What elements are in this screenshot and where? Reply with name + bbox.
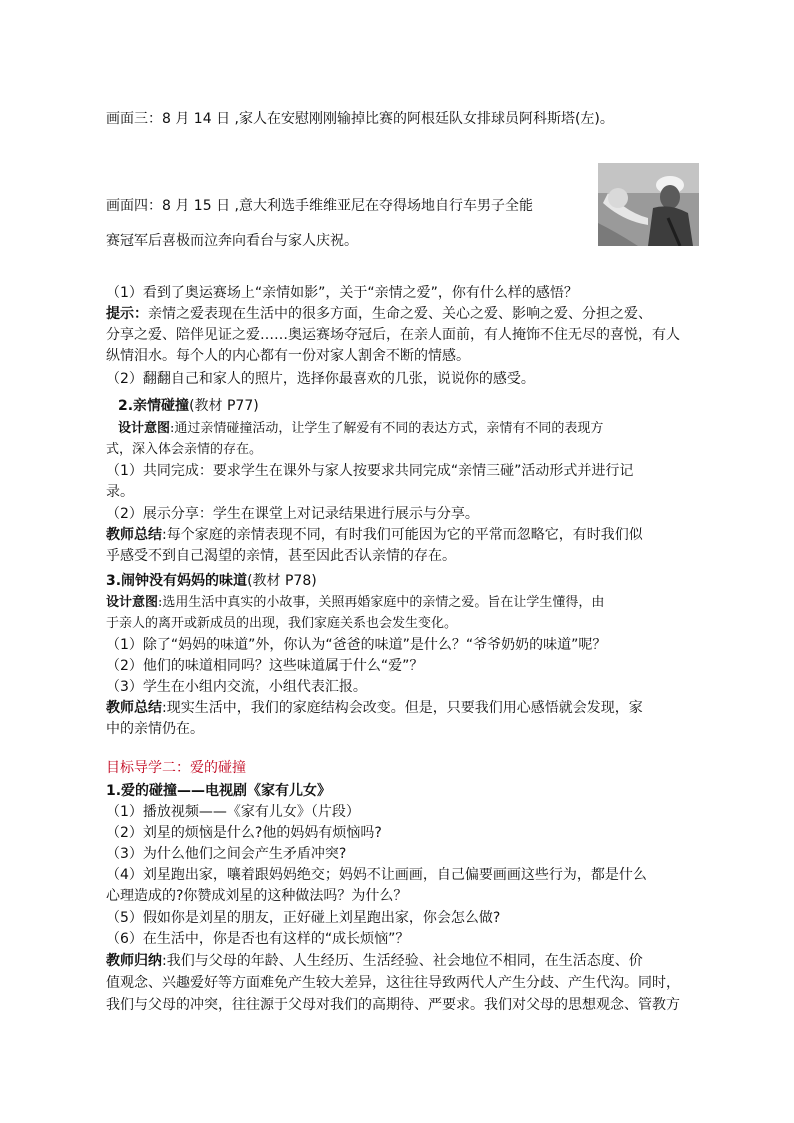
goal-2-heading: 目标导学二：爱的碰撞: [106, 760, 246, 776]
question-2: （2）翻翻自己和家人的照片，选择你最喜欢的几张，说说你的感受。: [106, 371, 535, 387]
teacher-summary-2-line2: 中的亲情仍在。: [106, 721, 204, 737]
section-3-heading: 3.闹钟没有妈妈的味道(教材 P78): [106, 573, 317, 589]
design-intent-1-line2: 式，深入体会亲情的存在。: [106, 442, 263, 457]
hint-line1: 提示：亲情之爱表现在生活中的很多方面，生命之爱、关心之爱、影响之爱、分担之爱、: [106, 306, 652, 322]
hint-line3: 纵情泪水。每个人的内心都有一份对家人割舍不断的情感。: [106, 348, 470, 364]
tv-question-6: （6）在生活中，你是否也有这样的“成长烦恼”？: [106, 931, 410, 947]
taste-question-1: （1）除了“妈妈的味道”外，你认为“爸爸的味道”是什么？“爷爷奶奶的味道”呢？: [106, 637, 607, 653]
teacher-summary-2-line1: 教师总结:现实生活中，我们的家庭结构会改变。但是，只要我们用心感悟就会发现，家: [106, 700, 643, 716]
step-2: （2）展示分享：学生在课堂上对记录结果进行展示与分享。: [106, 506, 479, 522]
design-intent-1-line1: 设计意图:通过亲情碰撞活动，让学生了解爱有不同的表达方式，亲情有不同的表现方: [118, 421, 604, 436]
step-1-line2: 录。: [106, 484, 134, 500]
teacher-summary-label: 教师总结: [106, 527, 162, 543]
tv-question-1: （1）播放视频——《家有儿女》（片段）: [106, 804, 360, 820]
tv-question-5: （5）假如你是刘星的朋友，正好碰上刘星跑出家，你会怎么做?: [106, 910, 501, 926]
design-intent-2-line1: 设计意图:选用生活中真实的小故事，关照再婚家庭中的亲情之爱。旨在让学生懂得，由: [106, 595, 605, 610]
scene3-text: 画面三：8 月 14 日 ,家人在安慰刚刚输掉比赛的阿根廷队女排球员阿科斯塔(左)。: [106, 111, 614, 127]
teacher-induction-line3: 我们与父母的冲突，往往源于父母对我们的高期待、严要求。我们对父母的思想观念、管教方: [106, 997, 680, 1013]
section-2-heading: 2.亲情碰撞(教材 P77): [118, 398, 259, 414]
design-intent-label: 设计意图: [118, 421, 171, 436]
hint-label: 提示：: [106, 306, 148, 322]
teacher-induction-label: 教师归纳: [106, 953, 162, 969]
taste-question-3: （3）学生在小组内交流，小组代表汇报。: [106, 679, 367, 695]
tv-question-2: （2）刘星的烦恼是什么?他的妈妈有烦恼吗?: [106, 825, 382, 841]
tv-question-3: （3）为什么他们之间会产生矛盾冲突?: [106, 846, 347, 862]
cyclist-photo: [598, 163, 699, 246]
cyclist-image-icon: [598, 163, 699, 246]
teacher-summary-1-line1: 教师总结:每个家庭的亲情表现不同，有时我们可能因为它的平常而忽略它，有时我们似: [106, 527, 643, 543]
teacher-induction-line1: 教师归纳:我们与父母的年龄、人生经历、生活经验、社会地位不相同，在生活态度、价: [106, 953, 643, 969]
step-1-line1: （1）共同完成：要求学生在课外与家人按要求共同完成“亲情三碰”活动形式并进行记: [106, 463, 634, 479]
teacher-induction-line2: 值观念、兴趣爱好等方面难免产生较大差异，这往往导致两代人产生分歧、产生代沟。同时，: [106, 975, 680, 991]
hint-line2: 分享之爱、陪伴见证之爱……奥运赛场夺冠后，在亲人面前，有人掩饰不住无尽的喜悦，有人: [106, 327, 680, 343]
question-1: （1）看到了奥运赛场上“亲情如影”，关于“亲情之爱”，你有什么样的感悟？: [106, 285, 578, 301]
taste-question-2: （2）他们的味道相同吗？这些味道属于什么“爱”？: [106, 658, 424, 674]
scene4-text-line2: 赛冠军后喜极而泣奔向看台与家人庆祝。: [106, 233, 358, 249]
tv-question-4-line2: 心理造成的?你赞成刘星的这种做法吗？为什么？: [106, 888, 408, 904]
design-intent-2-line2: 于亲人的离开或新成员的出现，我们家庭关系也会发生变化。: [106, 616, 458, 631]
tv-drama-heading: 1.爱的碰撞——电视剧《家有儿女》: [106, 783, 332, 799]
scene4-text-line1: 画面四：8 月 15 日 ,意大利选手维维亚尼在夺得场地自行车男子全能: [106, 198, 533, 214]
tv-question-4-line1: （4）刘星跑出家，嚷着跟妈妈绝交；妈妈不让画画，自己偏要画画这些行为，都是什么: [106, 867, 647, 883]
teacher-summary-1-line2: 乎感受不到自己渴望的亲情，甚至因此否认亲情的存在。: [106, 548, 456, 564]
